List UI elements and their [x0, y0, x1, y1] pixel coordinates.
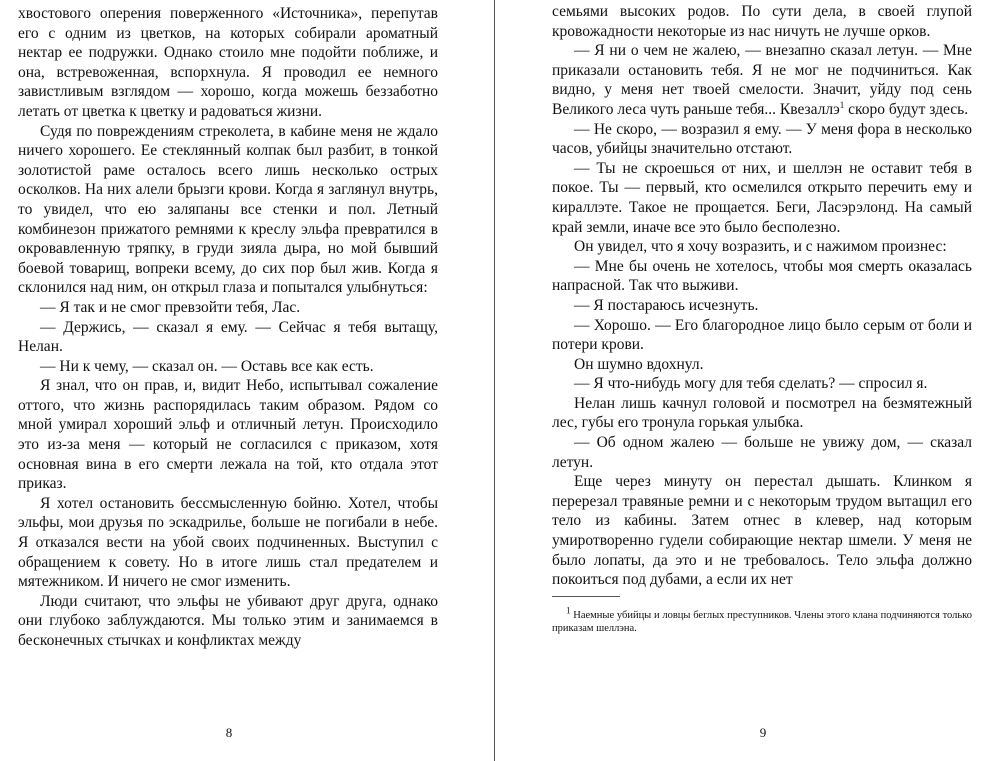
dialogue-paragraph	[552, 41, 972, 119]
footnote-reference: 1	[839, 99, 845, 110]
paragraph: Я хотел остановить бессмысленную бойню. Хотел, чтобы эльфы, мои друзья по эскадрилье, больше не погибали в небе. Я отказался вести на убой своих подчиненных. Выступил с обращением к совету. Но в итоге лишь стал предателем и мятежником. И ничего не смог изменить.	[18, 494, 438, 591]
paragraph: Он увидел, что я хочу возразить, и с нажимом произнес:	[574, 238, 947, 256]
paragraph: Нелан лишь качнул головой и посмотрел на безмятежный лес, губы его тронула горькая улыбка.	[552, 394, 972, 432]
dialogue-line: — Мне бы очень не хотелось, чтобы моя смерть оказалась напрасной. Так что выживи.	[552, 257, 972, 295]
left-page	[18, 0, 438, 761]
page-number: 8	[225, 725, 233, 740]
paragraph: Судя по повреждениям стреколета, в кабине меня не ждало ничего хорошего. Ее стеклянный колпак был разбит, в тонкой золотистой раме осталось всего лишь несколько острых осколков. На них алели брызги крови. Когда я заглянул внутрь, то увидел, что ею заляпаны все стенки и пол. Летный комбинезон прижатого ремнями к креслу эльфа превратился в окровавленную тряпку, в груди зияла дыра, но мой бывший боевой товарищ, вопреки всему, до сих пор был жив. Когда я склонился над ним, он открыл глаза и попытался улыбнуться:	[18, 122, 438, 297]
right-page	[552, 0, 972, 761]
paragraph: Я знал, что он прав, и, видит Небо, испытывал сожаление оттого, что жизнь распорядилась таким образом. Рядом со мной умирал хороший эльф и отличный летун. Происходило это из-за меня — который не согласился с приказом, хотя основная вина в его смерти лежала на той, кто отдала этот приказ.	[18, 377, 438, 493]
dialogue-line: — Не скоро, — возразил я ему. — У меня фора в несколько часов, убийцы значительно отстают.	[552, 120, 972, 158]
dialogue-line: — Я постараюсь исчезнуть.	[574, 296, 759, 314]
paragraph: Он шумно вдохнул.	[574, 355, 704, 373]
dialogue-line: — Ты не скроешься от них, и шеллэн не оставит тебя в покое. Ты — первый, кто осмелился открыто перечить ему и кираллэте. Такое не прощается. Беги, Ласэрэлонд. На самый край земли, иначе все это было бесполезно.	[552, 159, 972, 236]
right-page-text	[552, 0, 972, 635]
footnote-number: 1	[566, 605, 571, 616]
page-number: 9	[759, 725, 767, 740]
footnote	[552, 605, 973, 635]
dialogue-line: — Держись, — сказал я ему. — Сейчас я тебя вытащу, Нелан.	[18, 318, 438, 356]
paragraph: Люди считают, что эльфы не убивают друг друга, однако они глубоко заблуждаются. Мы только этим и занимаемся в бесконечных стычках и конфликтах между	[18, 592, 438, 649]
dialogue-line: — Ни к чему, — сказал он. — Оставь все как есть.	[40, 357, 374, 375]
dialogue-line: — Об одном жалею — больше не увижу дом, — сказал летун.	[552, 434, 972, 471]
book-gutter	[494, 0, 495, 761]
paragraph: хвостового оперения поверженного «Источника», перепутав его с одним из цветков, на которых собирали ароматный нектар ее подружки. Однако стоило мне подойти поближе, и она, встревоженная, вспорхнула. Я проводил ее немного завистливым взглядом — хорошо, когда можешь беззаботно летать от цветка к цветку и радоваться жизни.	[18, 5, 438, 120]
paragraph: Еще через минуту он перестал дышать. Клинком я перерезал травяные ремни и с некоторым трудом вытащил его тело из кабины. Затем отнес в клевер, над которым умиротворенно гудели собирающие нектар шмели. У меня не было лопаты, да это и не требовалось. Тело эльфа должно покоиться под дубами, а если их нет	[552, 473, 972, 589]
dialogue-text-continued: скоро будут здесь.	[844, 100, 969, 118]
footnote-rule	[552, 596, 620, 597]
paragraph: семьями высоких родов. По сути дела, в своей глупой кровожадности некоторые из нас ничуть не лучше орков.	[552, 3, 972, 40]
dialogue-line: — Я так и не смог превзойти тебя, Лас.	[40, 298, 301, 316]
footnote-text: Наемные убийцы и ловцы беглых преступников. Члены этого клана подчиняются только приказам шеллэна.	[552, 609, 973, 634]
dialogue-text: — Я ни о чем не жалею, — внезапно сказал летун. — Мне приказали остановить тебя. Я не мог не подчиниться. Как видно, у меня нет твоей смелости. Значит, уйду под сень Великого леса чуть раньше тебя... Квезаллэ	[552, 42, 972, 118]
dialogue-line: — Я что-нибудь могу для тебя сделать? — спросил я.	[574, 375, 928, 393]
left-page-text	[18, 0, 438, 651]
dialogue-line: — Хорошо. — Его благородное лицо было серым от боли и потери крови.	[552, 316, 972, 354]
